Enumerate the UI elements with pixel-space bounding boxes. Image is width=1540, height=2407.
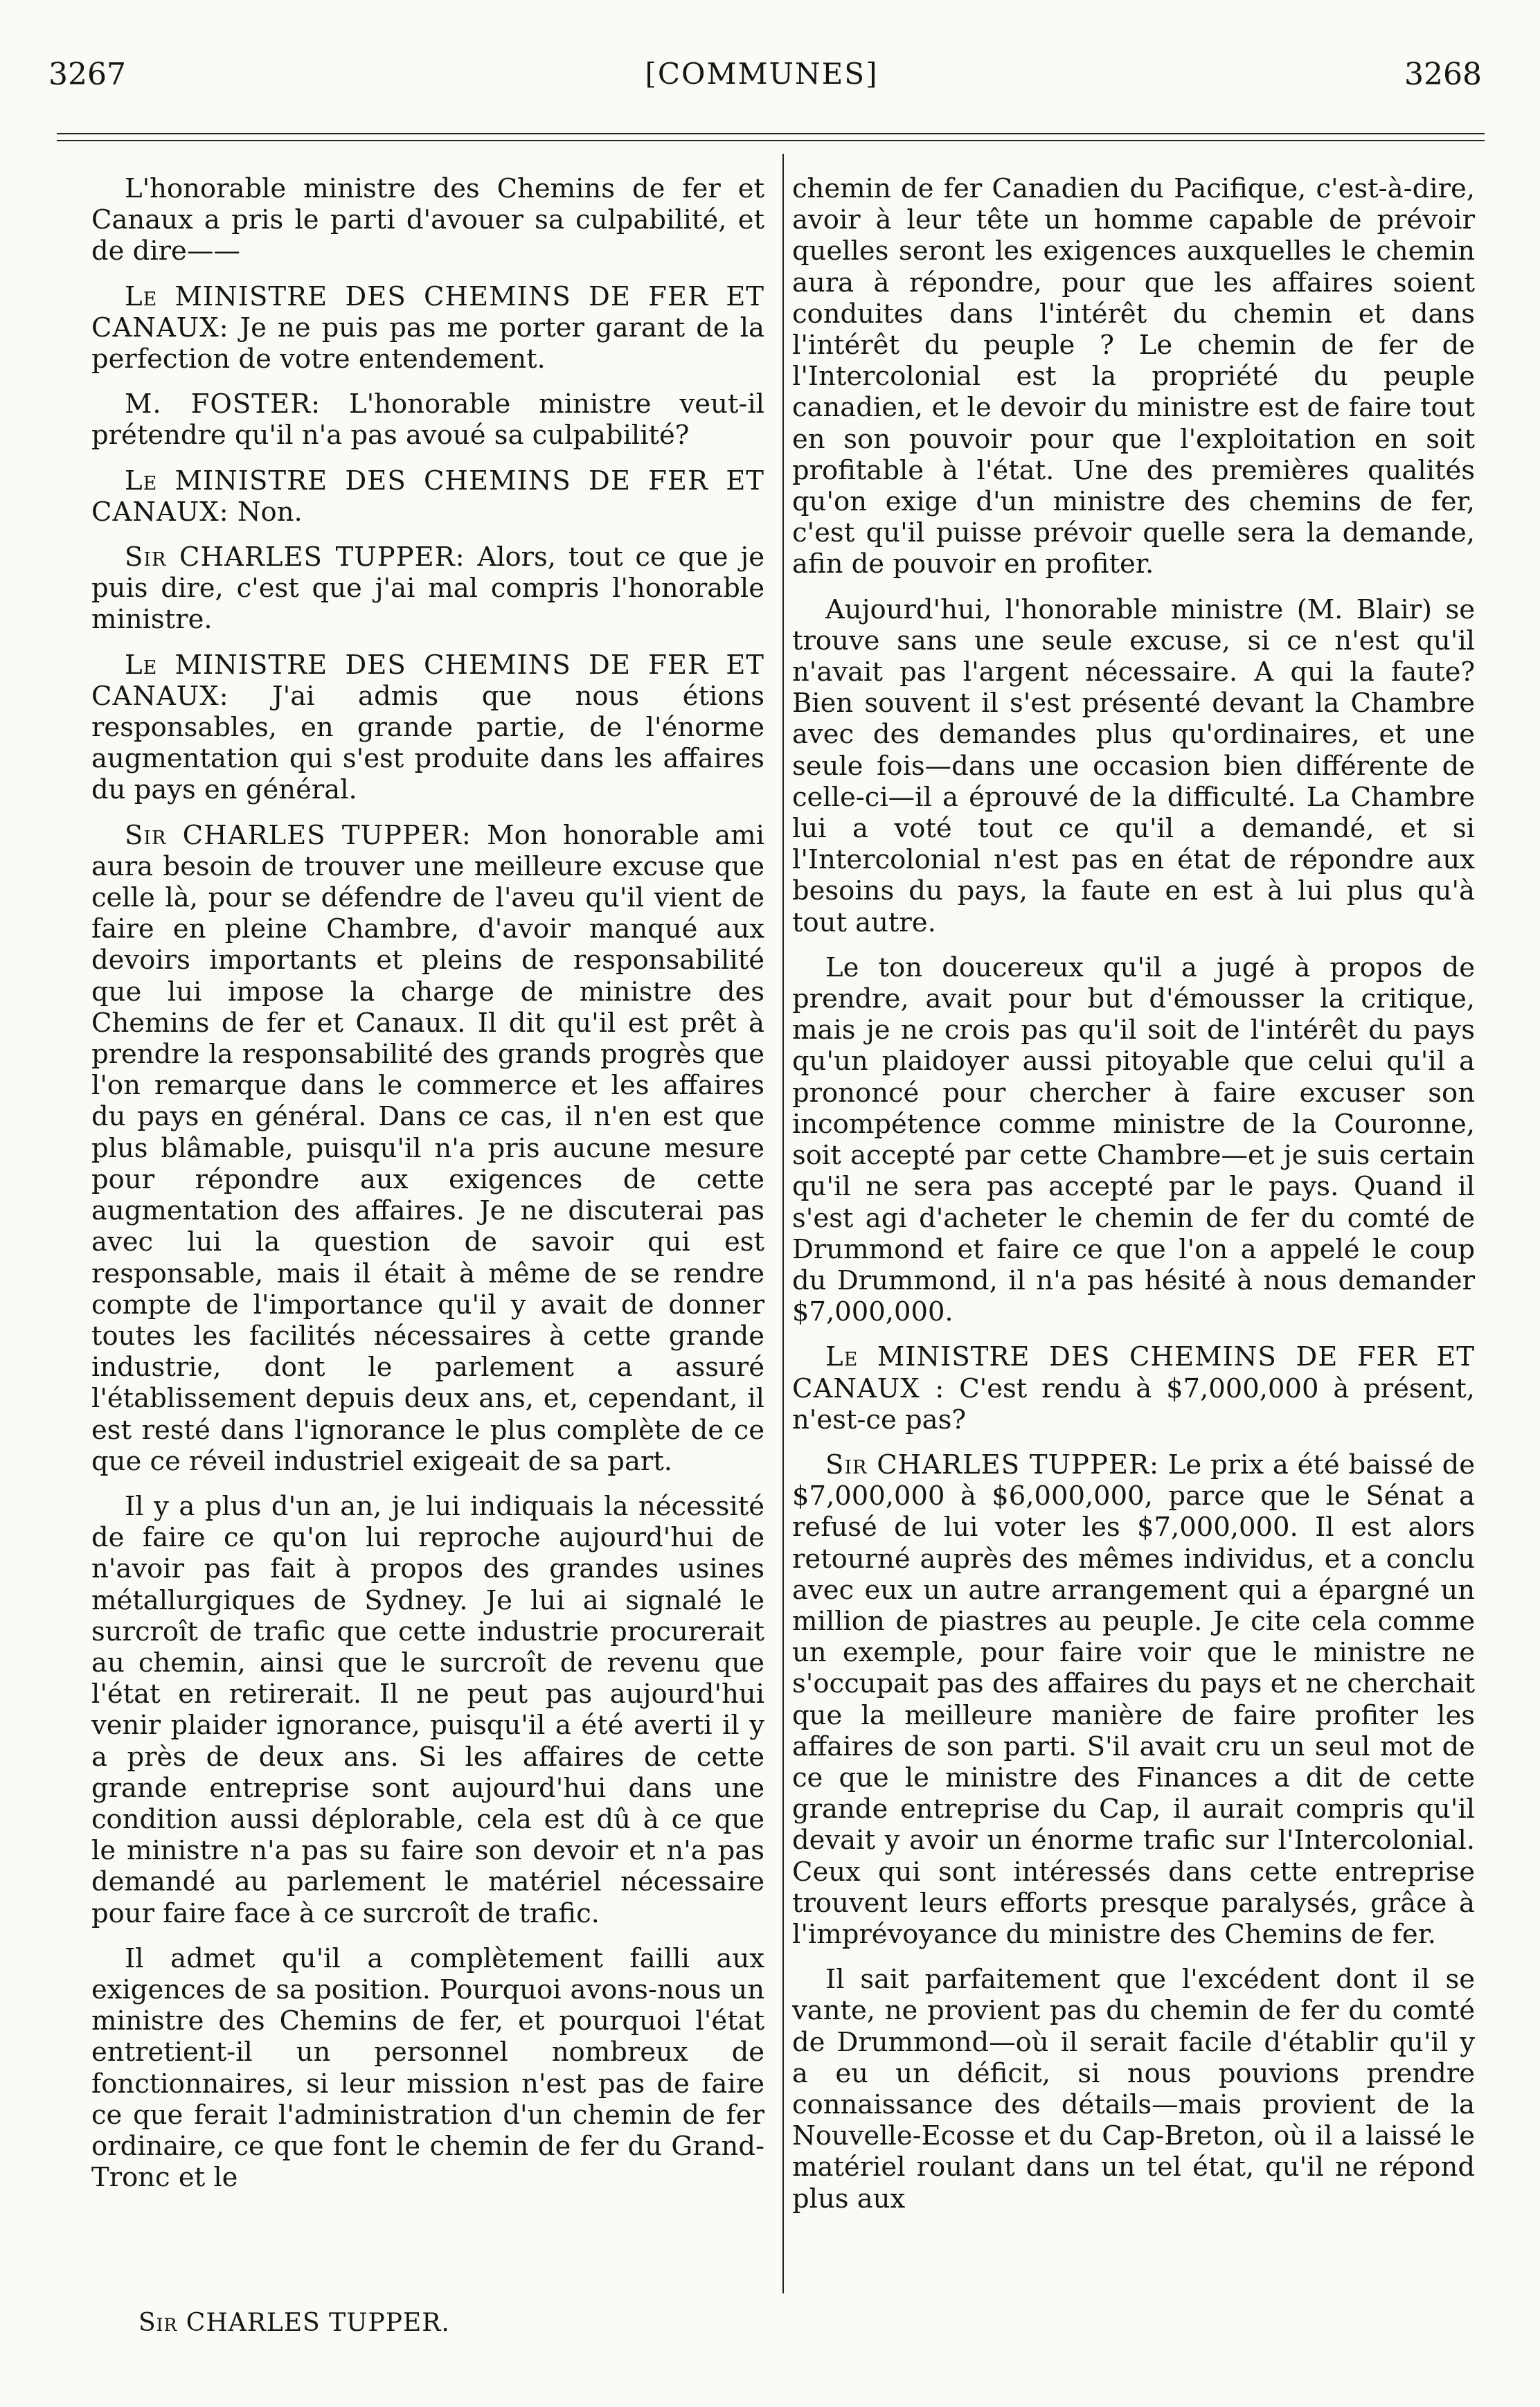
- speaker-name: Le MINISTRE DES CHEMINS DE FER ET CANAUX:: [91, 280, 764, 343]
- paragraph: [91, 820, 764, 1477]
- speech-text: Je ne puis pas me porter garant de la perfection de votre entendement.: [91, 312, 764, 375]
- running-title: [COMMUNES]: [645, 57, 879, 91]
- speaker-name: Le MINISTRE DES CHEMINS DE FER ET CANAUX:: [91, 465, 764, 528]
- speaker-name: Sir CHARLES TUPPER:: [125, 819, 472, 851]
- paragraph: L'honorable ministre des Chemins de fer et Canaux a pris le parti d'avouer sa culpabilité, et de dire——: [91, 173, 764, 267]
- speech-text: L'honorable ministre veut-il prétendre qu'il n'a pas avoué sa culpabilité?: [91, 388, 764, 451]
- paragraph: Le ton doucereux qu'il a jugé à propos de prendre, avait pour but d'émousser la critique, mais je ne crois pas qu'il soit de l'intérêt du pays qu'un plaidoyer aussi pitoyable que celui qu'il a prononcé pour chercher à faire excuser son incompétence comme ministre de la Couronne, soit accepté par cette Chambre—et je suis certain qu'il ne sera pas accepté par le pays. Quand il s'est agi d'acheter le chemin de fer du comté de Drummond et faire ce que l'on a appelé le coup du Drummond, il n'a pas hésité à nous demander $7,000,000.: [792, 951, 1475, 1328]
- paragraph: Il y a plus d'un an, je lui indiquais la nécessité de faire ce qu'on lui reproche aujourd'hui de n'avoir pas fait à propos des grandes usines métallurgiques de Sydney. Je lui ai signalé le surcroît de trafic que cette industrie procurerait au chemin, ainsi que le surcroît de revenu que l'état en retirerait. Il ne peut pas aujourd'hui venir plaider ignorance, puisqu'il a été averti il y a près de deux ans. Si les affaires de cette grande entreprise sont aujourd'hui dans une condition aussi déplorable, cela est dû à ce que le ministre n'a pas su faire son devoir et n'a pas demandé au parlement le matériel nécessaire pour faire face à ce surcroît de trafic.: [91, 1490, 764, 1929]
- page-header: [42, 57, 1482, 98]
- speech-text: Non.: [237, 496, 303, 528]
- paragraph: Aujourd'hui, l'honorable ministre (M. Blair) se trouve sans une seule excuse, si ce n'est qu'il n'avait pas l'argent nécessaire. A qui la faute? Bien souvent il s'est présenté devant la Chambre avec des demandes plus qu'ordinaires, et une seule fois—dans une occasion bien différente de celle-ci—il a éprouvé de la difficulté. La Chambre lui a voté tout ce qu'il a demandé, et si l'Intercolonial n'est pas en état de répondre aux besoins du pays, la faute en est à lui plus qu'à tout autre.: [792, 593, 1475, 938]
- paragraph: [91, 388, 764, 451]
- speech-text: Le prix a été baissé de $7,000,000 à $6,000,000, parce que le Sénat a refusé de lui voter les $7,000,000. Il est alors retourné auprès des mêmes individus, et a conclu avec eux un autre arrangement qui a épargné un million de piastres au peuple. Je cite cela comme un exemple, pour faire voir que le ministre ne s'occupait pas des affaires du pays et ne cherchait que la meilleure manière de faire profiter les affaires de son parti. S'il avait cru un seul mot de ce que le ministre des Finances a dit de cette grande entreprise du Cap, il aurait compris qu'il devait y avoir un énorme trafic sur l'Intercolonial. Ceux qui sont intéressés dans cette entreprise trouvent leurs efforts presque paralysés, grâce à l'imprévoyance du ministre des Chemins de fer.: [792, 1449, 1476, 1950]
- paragraph: Il admet qu'il a complètement failli aux exigences de sa position. Pourquoi avons-nous un ministre des Chemins de fer, et pourquoi l'état entretient-il un personnel nombreux de fonctionnaires, si leur mission n'est pas de faire ce que ferait l'administration d'un chemin de fer ordinaire, ce que font le chemin de fer du Grand-Tronc et le: [91, 1942, 764, 2194]
- speaker-name: M. FOSTER:: [125, 388, 321, 420]
- column-divider: [782, 154, 784, 2293]
- left-column: [91, 173, 764, 2207]
- paragraph: [91, 465, 764, 528]
- page-number-left: 3267: [48, 57, 126, 92]
- paragraph: [91, 650, 764, 806]
- speaker-name: Le MINISTRE DES CHEMINS DE FER ET CANAUX:: [91, 649, 764, 712]
- footer-speaker: Sir CHARLES TUPPER.: [138, 2309, 450, 2337]
- paragraph: chemin de fer Canadien du Pacifique, c'est-à-dire, avoir à leur tête un homme capable de prévoir quelles seront les exigences auxquelles le chemin aura à répondre, pour que les affaires soient conduites dans l'intérêt du chemin et dans l'intérêt du peuple ? Le chemin de fer de l'Intercolonial est la propriété du peuple canadien, et le devoir du ministre est de faire tout en son pouvoir pour que l'exploitation en soit profitable à l'état. Une des premières qualités qu'on exige d'un ministre des chemins de fer, c'est qu'il puisse prévoir quelle sera la demande, afin de pouvoir en profiter.: [792, 173, 1475, 580]
- paragraph: [91, 542, 764, 636]
- header-rule: [57, 133, 1485, 134]
- speech-text: Alors, tout ce que je puis dire, c'est que j'ai mal compris l'honorable ministre.: [91, 542, 764, 636]
- paragraph: [792, 1341, 1475, 1435]
- right-column: [792, 173, 1475, 2228]
- paragraph: [91, 281, 764, 375]
- speaker-name: Le MINISTRE DES CHEMINS DE FER ET CANAUX :: [792, 1341, 1475, 1404]
- page-number-right: 3268: [1404, 57, 1482, 92]
- speaker-name: Sir CHARLES TUPPER:: [125, 542, 465, 573]
- paragraph: [792, 1449, 1475, 1950]
- speech-text: C'est rendu à $7,000,000 à présent, n'est-ce pas?: [792, 1372, 1475, 1435]
- paragraph: Il sait parfaitement que l'excédent dont il se vante, ne provient pas du chemin de fer du comté de Drummond—où il serait facile d'établir qu'il y a eu un déficit, si nous pouvions prendre connaissance des détails—mais provient de la Nouvelle-Ecosse et du Cap-Breton, où il a laissé le matériel roulant dans un tel état, qu'il ne répond plus aux: [792, 1964, 1475, 2214]
- speech-text: Mon honorable ami aura besoin de trouver une meilleure excuse que celle là, pour se défendre de l'aveu qu'il vient de faire en pleine Chambre, d'avoir manqué aux devoirs importants et pleins de responsabilité que lui impose la charge de ministre des Chemins de fer et Canaux. Il dit qu'il est prêt à prendre la responsabilité des grands progrès que l'on remarque dans le commerce et les affaires du pays en général. Dans ce cas, il n'en est que plus blâmable, puisqu'il n'a pris aucune mesure pour répondre aux exigences de cette augmentation des affaires. Je ne discuterai pas avec lui la question de savoir qui est responsable, mais il était à même de se rendre compte de l'importance qu'il y avait de donner toutes les facilités nécessaires à cette grande industrie, dont le parlement a assuré l'établissement depuis deux ans, et, cependant, il est resté dans l'ignorance le plus complète de ce que ce réveil industriel exigeait de sa part.: [91, 819, 764, 1477]
- speaker-name: Sir CHARLES TUPPER:: [825, 1449, 1159, 1480]
- speech-text: J'ai admis que nous étions responsables, en grande partie, de l'énorme augmentation qui s'est produite dans les affaires du pays en général.: [91, 680, 764, 806]
- header-rule-double: [57, 140, 1485, 141]
